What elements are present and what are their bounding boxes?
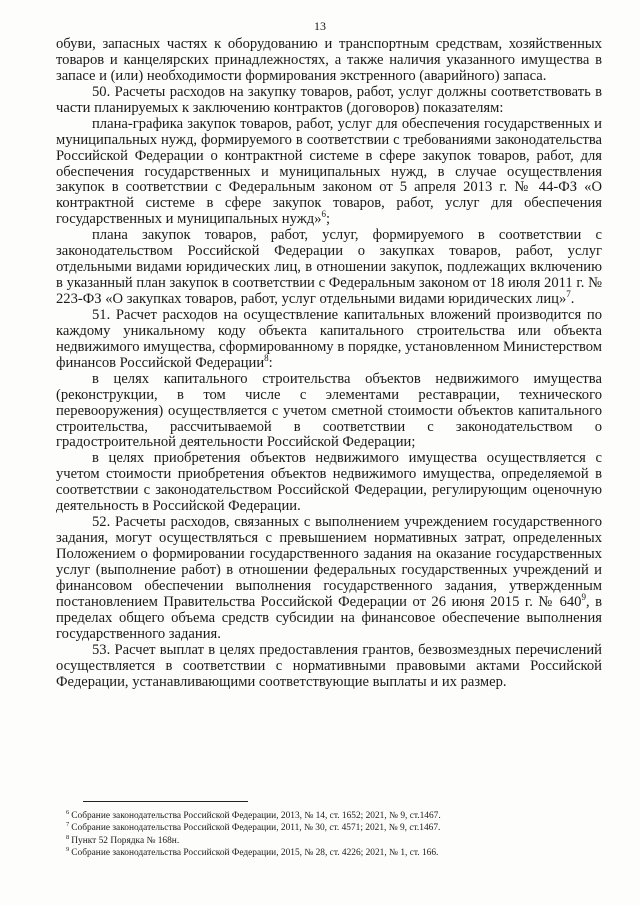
paragraph-52: 52. Расчеты расходов, связанных с выполнением учреждением государственного задания, могут осуществляться с превышением нормативных затрат, определенных Положением о формировании государственного задания на оказание государственных услуг (выполнение работ) в отношении федеральных государственных учреждений и финансовом обеспечении выполнения государственного задания, утвержденным постановлением Правительства Российской Федерации от 26 июня 2015 г. № $640^9$, в пределах общего объема средств субсидии на финансовое обеспечение выполнения государственного задания. <box>56 514 602 642</box>
paragraph-53: 53. Расчет выплат в целях предоставления грантов, безвозмездных перечислений осуществляется в соответствии с нормативными правовыми актами Российской Федерации, устанавливающими соответствующие выплаты и их размер. <box>56 641 602 690</box>
body-text <box>56 37 602 690</box>
footnote-7: $^7$ Собрание законодательства Российской Федерации, 2011, № 30, ст. 4571; 2021, № 9, ст.1467. <box>66 821 441 834</box>
footnote-8: $^8$ Пункт 52 Порядка № 168н. <box>66 833 180 846</box>
footnote-divider <box>83 801 248 802</box>
footnote-ref-7[interactable]: 7 <box>566 289 571 300</box>
paragraph-50: 50. Расчеты расходов на закупку товаров, работ, услуг должны соответствовать в части планируемых к заключению контрактов (договоров) показателям: <box>56 83 602 116</box>
footnote-6: $^6$ Собрание законодательства Российской Федерации, 2013, № 14, ст. 1652; 2021, № 9, ст.1467. <box>66 808 441 821</box>
paragraph-50-procurement-plan: плана закупок товаров, работ, услуг, формируемого в соответствии с законодательством Российской Федерации о закупках товаров, работ, услуг отдельными видами юридических лиц, в отношении закупок, подлежащих включению в указанный план закупок в соответствии с Федеральным законом от 18 июля 2011 г. № 223-ФЗ «О закупках товаров, работ, услуг отдельными видами юридических лиц»$^7$. <box>56 227 602 307</box>
page-number: 13 <box>314 19 326 33</box>
paragraph-51-construction: в целях капитального строительства объектов недвижимого имущества (реконструкции, в том числе с элементами реставрации, технического перевооружения) осуществляется с учетом сметной стоимости объектов капитального строительства, рассчитываемой в соответствии с законодательством о градостроительной деятельности Российской Федерации; <box>56 370 602 451</box>
paragraph-50-plan-schedule: плана-графика закупок товаров, работ, услуг для обеспечения государственных и муниципальных нужд, формируемого в соответствии с требованиями законодательства Российской Федерации о контрактной системе в сфере закупок товаров, работ, для обеспечения государственных и муниципальных нужд, в случае осуществления закупок в соответствии с Федеральным законом от 5 апреля 2013 г. № 44-ФЗ «О контрактной системе в сфере закупок товаров, работ, услуг для обеспечения государственных и муниципальных нужд»$^6$; <box>56 115 602 228</box>
footnote-ref-6[interactable]: 6 <box>321 209 327 220</box>
footnotes <box>56 810 602 860</box>
paragraph: обуви, запасных частях к оборудованию и транспортным средствам, хозяйственных товаров и канцелярских принадлежностях, а также наличия указанного имущества в запасе и (или) необходимости формирования экстренного (аварийного) запаса. <box>56 36 602 84</box>
footnote-ref-8[interactable]: 8 <box>264 352 269 363</box>
paragraph-51: 51. Расчет расходов на осуществление капитальных вложений производится по каждому уникальному коду объекта капитального строительства или объекта недвижимого имущества, сформированному в порядке, установленном Министерством финансов Российской Федерации$^8$: <box>56 306 602 371</box>
footnote-9: $^9$ Собрание законодательства Российской Федерации, 2015, № 28, ст. 4226; 2021, № 1, ст. 166. <box>66 846 439 859</box>
footnote-ref-9[interactable]: 9 <box>581 591 586 602</box>
paragraph-51-acquisition: в целях приобретения объектов недвижимого имущества осуществляется с учетом стоимости приобретения объектов недвижимого имущества, определяемой в соответствии с законодательством Российской Федерации, регулирующим оценочную деятельность в Российской Федерации. <box>56 450 602 515</box>
